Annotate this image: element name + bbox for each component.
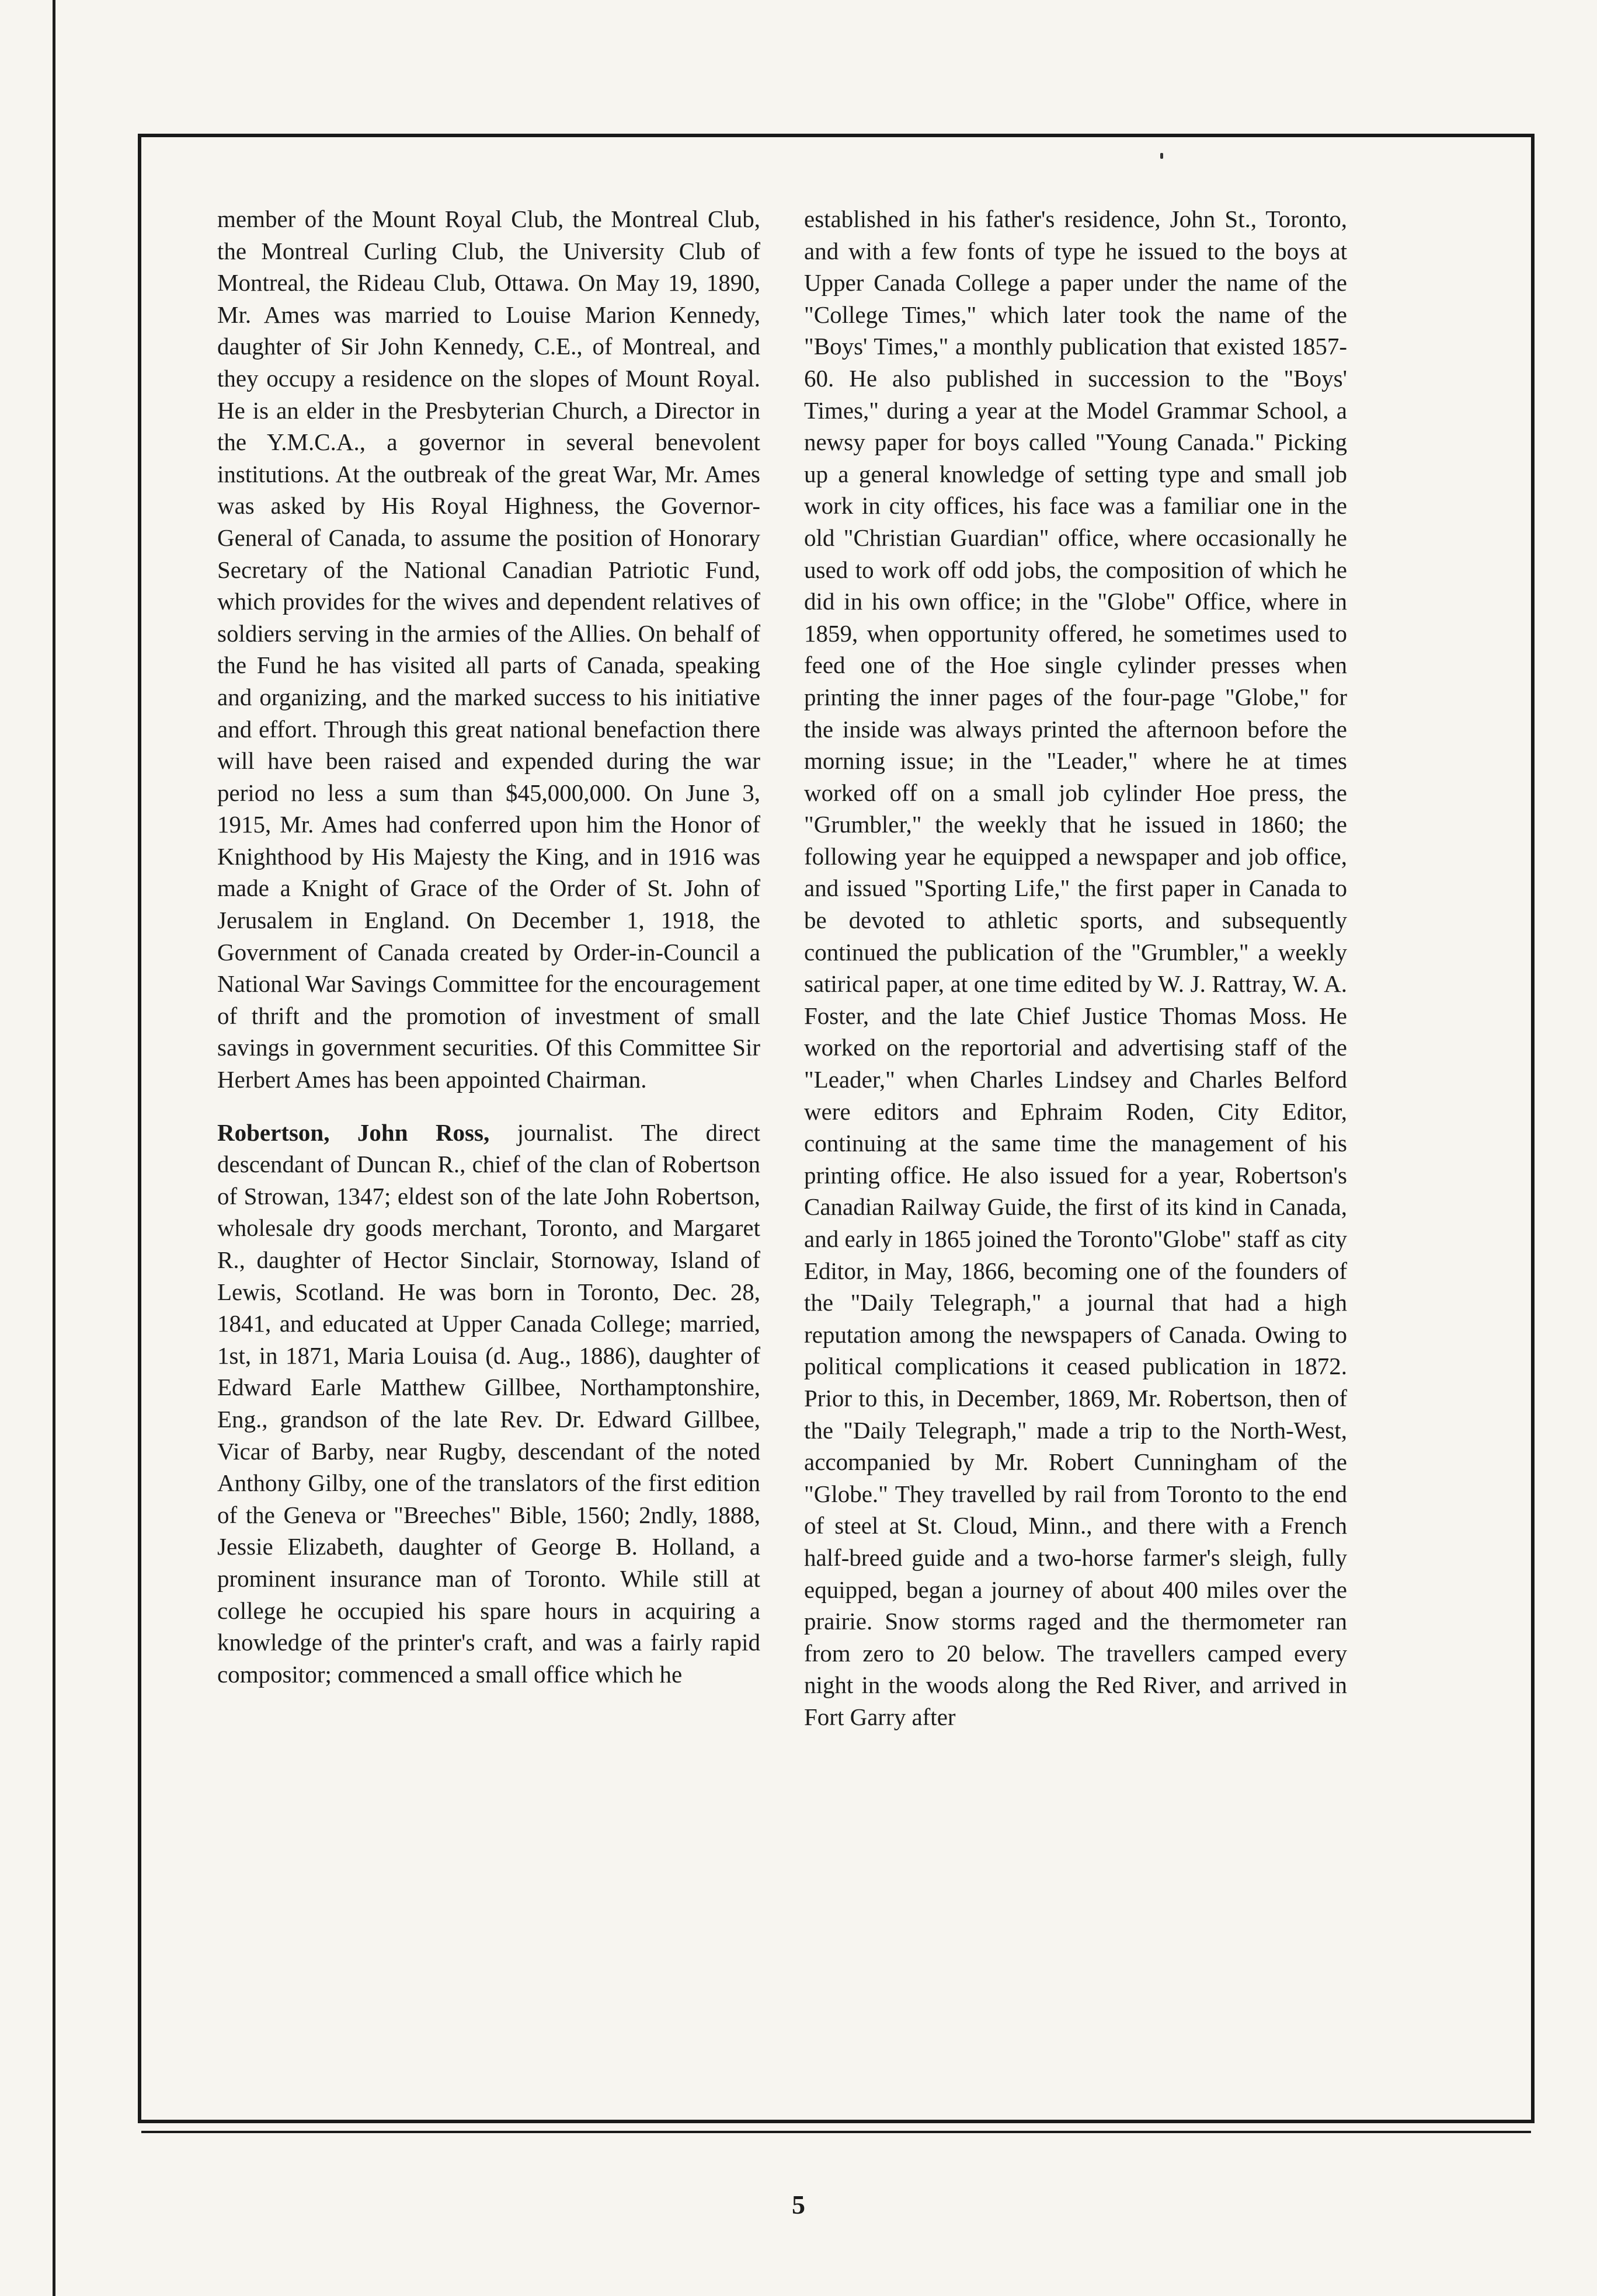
frame-bottom-rule [141, 2131, 1531, 2133]
entry-heading: Robertson, John Ross, [217, 1119, 490, 1146]
robertson-entry-paragraph [217, 1117, 760, 1691]
page-number: 5 [792, 2190, 805, 2220]
print-speck [1160, 153, 1163, 159]
robertson-continued-paragraph: established in his father's residence, John St., Toronto, and with a few fonts of type he issued to the boys at Upper Canada College a paper under the name of the "College Times," which later took the name of the "Boys' Times," a monthly publication that existed 1857-60. He also published in succession to the "Boys' Times," during a year at the Model Grammar School, a newsy paper for boys called "Young Canada." Picking up a general knowledge of setting type and small job work in city offices, his face was a familiar one in the old "Christian Guardian" office, where occasionally he used to work off odd jobs, the composition of which he did in his own office; in the "Globe" Office, where in 1859, when opportunity offered, he sometimes used to feed one of the Hoe single cylinder presses when printing the inner pages of the four-page "Globe," for the inside was always printed the afternoon before the morning issue; in the "Leader," where he at times worked off on a small job cylinder Hoe press, the "Grumbler," the weekly that he issued in 1860; the following year he equipped a newspaper and job office, and issued "Sporting Life," the first paper in Canada to be devoted to athletic sports, and subsequently continued the publication of the "Grumbler," a weekly satirical paper, at one time edited by W. J. Rattray, W. A. Foster, and the late Chief Justice Thomas Moss. He worked on the reportorial and advertising staff of the "Leader," when Charles Lindsey and Charles Belford were editors and Ephraim Roden, City Editor, continuing at the same time the management of his printing office. He also issued for a year, Robertson's Canadian Railway Guide, the first of its kind in Canada, and early in 1865 joined the Toronto"Globe" staff as city Editor, in May, 1866, becoming one of the founders of the "Daily Telegraph," a journal that had a high reputation among the newspapers of Canada. Owing to political complications it ceased publication in 1872. Prior to this, in December, 1869, Mr. Robertson, then of the "Daily Telegraph," made a trip to the North-West, accompanied by Mr. Robert Cunningham of the "Globe." They travelled by rail from Toronto to the end of steel at St. Cloud, Minn., and there with a French half-breed guide and a two-horse farmer's sleigh, fully equipped, began a journey of about 400 miles over the prairie. Snow storms raged and the thermometer ran from zero to 20 below. The travellers camped every night in the woods along the Red River, and arrived in Fort Garry after [804, 205, 1347, 1730]
entry-body: journalist. The direct descendant of Duncan R., chief of the clan of Robertson of Strowan, 1347; eldest son of the late John Robertson, wholesale dry goods merchant, Toronto, and Margaret R., daughter of Hector Sinclair, Stornoway, Island of Lewis, Scotland. He was born in Toronto, Dec. 28, 1841, and educated at Upper Canada College; married, 1st, in 1871, Maria Louisa (d. Aug., 1886), daughter of Edward Earle Matthew Gillbee, Northamptonshire, Eng., grandson of the late Rev. Dr. Edward Gillbee, Vicar of Barby, near Rugby, descendant of the noted Anthony Gilby, one of the translators of the first edition of the Geneva or "Breeches" Bible, 1560; 2ndly, 1888, Jessie Elizabeth, daughter of George B. Holland, a prominent insurance man of Toronto. While still at college he occupied his spare hours in acquiring a knowledge of the printer's craft, and was a fairly rapid compositor; commenced a small office which he [217, 1119, 760, 1688]
right-column [804, 203, 1347, 1733]
ames-biography-paragraph: member of the Mount Royal Club, the Montreal Club, the Montreal Curling Club, the University Club of Montreal, the Rideau Club, Ottawa. On May 19, 1890, Mr. Ames was married to Louise Marion Kennedy, daughter of Sir John Kennedy, C.E., of Montreal, and they occupy a residence on the slopes of Mount Royal. He is an elder in the Presbyterian Church, a Director in the Y.M.C.A., a governor in several benevolent institutions. At the outbreak of the great War, Mr. Ames was asked by His Royal Highness, the Governor-General of Canada, to assume the position of Honorary Secretary of the National Canadian Patriotic Fund, which provides for the wives and dependent relatives of soldiers serving in the armies of the Allies. On behalf of the Fund he has visited all parts of Canada, speaking and organizing, and the marked success to his initiative and effort. Through this great national benefaction there will have been raised and expended during the war period no less a sum than $45,000,000. On June 3, 1915, Mr. Ames had conferred upon him the Honor of Knighthood by His Majesty the King, and in 1916 was made a Knight of Grace of the Order of St. John of Jerusalem in England. On December 1, 1918, the Government of Canada created by Order-in-Council a National War Savings Committee for the encouragement of thrift and the promotion of investment of small savings in government securities. Of this Committee Sir Herbert Ames has been appointed Chairman. [217, 205, 760, 1093]
left-column [217, 203, 760, 1690]
left-margin-rule [53, 0, 55, 2296]
